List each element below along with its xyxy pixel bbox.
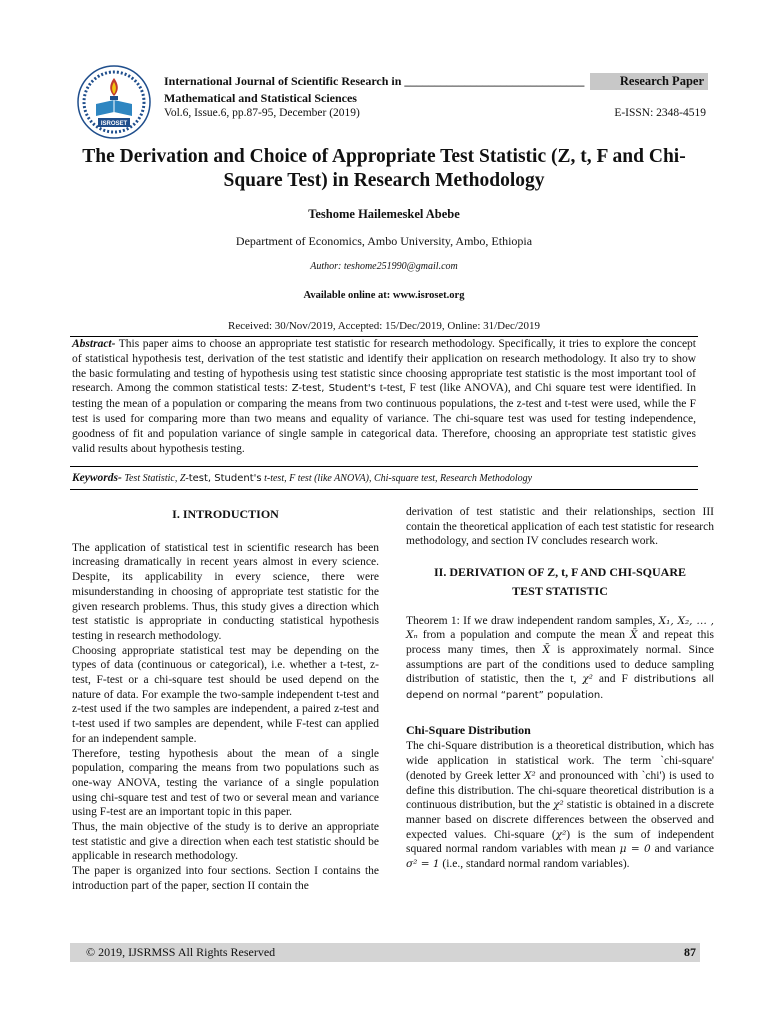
- chi-math-variance: σ² = 1: [406, 858, 440, 871]
- theorem-1: [406, 614, 714, 704]
- chi-math-1: X²: [524, 769, 536, 782]
- chi-text-c: statistic is obtained in a discrete manner based on discrete differences between the observed and expected values. Chi-square (: [406, 799, 714, 841]
- received-dates: Received: 30/Nov/2019, Accepted: 15/Dec/2019, Online: 31/Dec/2019: [228, 320, 540, 332]
- theorem-math-chi: χ²: [582, 673, 593, 686]
- theorem-text-a: Theorem 1: If we draw independent random samples,: [406, 614, 659, 627]
- section-heading-introduction: I. INTRODUCTION: [172, 507, 279, 521]
- theorem-math-samples: X₁, X₂, … , Xₙ: [406, 614, 714, 642]
- section-heading-derivation-line1: II. DERIVATION OF Z, t, F AND CHI-SQUARE: [433, 565, 687, 580]
- page-footer: [70, 943, 700, 962]
- author-email: Author: teshome251990@gmail.com: [310, 261, 458, 272]
- intro-paragraph-2: Choosing appropriate statistical test may be depending on the types of data (continuous or categorical), i.e. whether a t-test, z-test, F-test or a chi-square test should be used depend on the nature of data. For example the two-sample independent t-test and z-test used if the two samples are independent, a paired z-test and t-test used if two samples are dependent, while F-test can applied for an independent sample.: [72, 644, 379, 745]
- theorem-text-b: from a population and compute the mean: [417, 629, 631, 642]
- keywords-text-b: t-test, F test (like ANOVA), Chi-square test, Research Methodology: [261, 473, 533, 484]
- rule-bottom: [70, 489, 698, 490]
- paper-type-badge: Research Paper: [590, 73, 708, 90]
- eissn-number: E-ISSN: 2348-4519: [614, 107, 706, 119]
- page-number: 87: [684, 945, 696, 959]
- chi-square-paragraph: [406, 739, 714, 871]
- intro-paragraph-1: The application of statistical test in scientific research has been increasing dramatically in recent years almost in every science. Despite, its applicability in every science, there were misunderstanding in choosing of appropriate test statistic for the given research problems. Thus, this study gives a direction which test statistic is appropriate in conducting statistical hypothesis testing in research methodology.: [72, 541, 379, 642]
- theorem-text-d: is approximately normal. Since assumptions are part of the conditions used to deduce sampling distribution of statistic, then the t,: [406, 643, 714, 686]
- chi-text-f: (i.e., standard normal random variables).: [439, 858, 630, 871]
- journal-logo: [76, 64, 152, 140]
- theorem-text-sans: distributions all depend on normal “parent” population: [406, 674, 714, 702]
- keywords-text-sans: test, Student's: [188, 473, 262, 484]
- abstract-text-sans: Z-test, Student's: [291, 383, 376, 395]
- abstract-text-a: This paper aims to choose an appropriate test statistic for research methodology. Specifically, it tries to explore the concept of statistical hypothesis test, derivation of the test statistic and identify their application on research methodology. It also try to show the basic formulating and testing of hypothesis using test statistic since choosing appropriate test statistic is the most important tool of research. Among the common statistical tests:: [72, 338, 696, 395]
- author-name: Teshome Hailemeskel Abebe: [308, 207, 460, 221]
- theorem-text-f: .: [600, 689, 604, 702]
- chi-math-2: χ²: [553, 799, 564, 812]
- journal-name-line2: Mathematical and Statistical Sciences: [164, 91, 357, 105]
- intro-paragraph-4: Thus, the main objective of the study is to derive an appropriate test statistic and give a direction when each test statistic should be applicable in research methodology.: [72, 821, 379, 863]
- chi-text-d: ) is the sum of independent squared normal random variables with mean: [406, 828, 714, 856]
- abstract-label: Abstract-: [72, 338, 116, 350]
- theorem-math-mean-2: X̄: [542, 643, 551, 656]
- chi-math-mean: μ = 0: [619, 843, 651, 856]
- theorem-math-mean: X̄: [630, 629, 638, 642]
- section-heading-derivation-line2: TEST STATISTIC: [512, 583, 608, 598]
- keywords-label: Keywords-: [72, 472, 122, 484]
- subheading-chi-square: Chi-Square Distribution: [406, 722, 531, 737]
- chi-text-b: and pronounced with `chi') is used to define this distribution. The chi-square theoretical distribution is a continuous distribution, but the: [406, 769, 714, 812]
- theorem-text-c: and repeat this process many times, then: [406, 629, 714, 656]
- abstract-text-b: t-test, F test (like ANOVA), and Chi square test were identified. In testing the mean of a population or comparing the means from two continuous populations, the z-test and t-test were used, while the F test is used for comparing more than two means and equality of variance. The chi-square test was used for testing independence, goodness of fit and population variance of single sample in categorical data. Therefore, choosing an appropriate test statistic gives valid results about hypothesis testing.: [72, 382, 696, 455]
- journal-issue-info: Vol.6, Issue.6, pp.87-95, December (2019): [164, 107, 360, 119]
- chi-text-e: and variance: [650, 843, 715, 856]
- intro-paragraph-3: Therefore, testing hypothesis about the mean of a single population, comparing the means from two populations such as one-way ANOVA, testing the variance of a single population using chi-square test and test of two or several mean and variance using F-test are an important topic in this paper.: [72, 747, 379, 819]
- chi-math-3: χ²: [555, 828, 567, 841]
- journal-name-line1: International Journal of Scientific Research in ______________________________: [164, 74, 585, 88]
- abstract: [72, 337, 696, 456]
- footer-copyright: © 2019, IJSRMSS All Rights Reserved: [86, 945, 276, 959]
- theorem-text-e: and F: [592, 673, 634, 686]
- rule-middle: [70, 466, 698, 467]
- left-column: [72, 507, 379, 894]
- chi-text-a: The chi-Square distribution is a theoretical distribution, which has wide application in statistical work. The term `chi-square' (denoted by Greek letter: [406, 740, 714, 782]
- right-column: [406, 505, 714, 872]
- intro-paragraph-5: The paper is organized into four sections. Section I contains the introduction part of the paper, section II contain the: [72, 865, 379, 892]
- paper-title: The Derivation and Choice of Appropriate Test Statistic (Z, t, F and Chi-Square Test) in Research Methodology: [82, 146, 686, 191]
- available-online: Available online at: www.isroset.org: [303, 290, 465, 301]
- keywords: [72, 472, 696, 484]
- author-affiliation: Department of Economics, Ambo University, Ambo, Ethiopia: [235, 234, 533, 248]
- keywords-text-a: Test Statistic, Z-: [121, 473, 189, 484]
- organization-paragraph-cont: derivation of test statistic and their relationships, section III contain the theoretical application of each test statistic for research methodology, and section IV concludes research work.: [406, 506, 714, 548]
- logo-text: ISROSET: [100, 121, 128, 127]
